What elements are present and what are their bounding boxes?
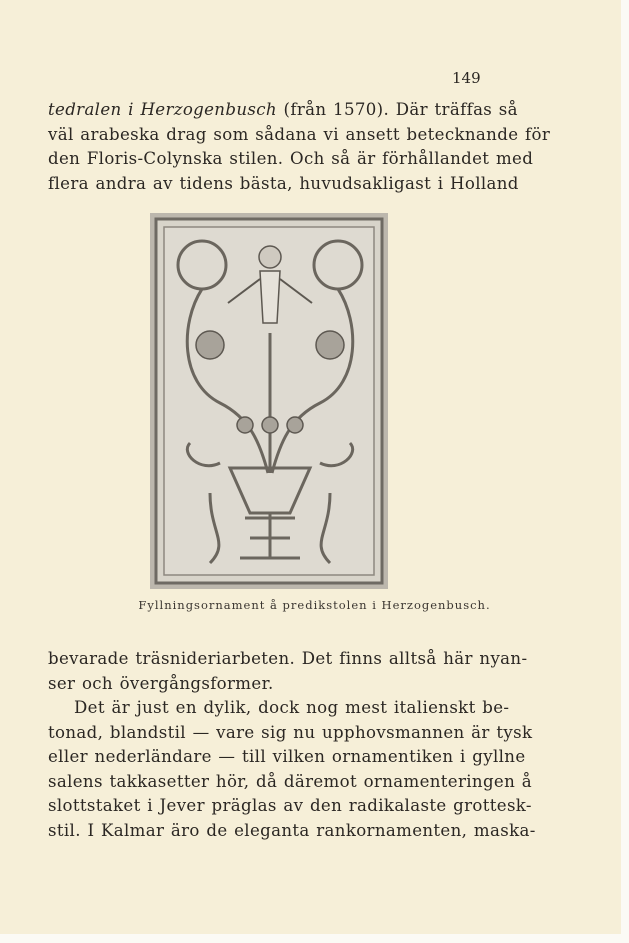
text-line: salens takkasetter hör, då däremot ornamenteringen å [48, 771, 532, 791]
text-line: ser och övergångsformer. [48, 673, 274, 693]
text-line: bevarade träsnideriarbeten. Det finns alltså här nyan- [48, 649, 528, 668]
text-line: väl arabeska drag som sådana vi ansett betecknande för [48, 124, 551, 144]
figure-caption: Fyllningsornament å predikstolen i Herzogenbusch. [138, 598, 491, 612]
text-line: tonad, blandstil — vare sig nu upphovsmannen är tysk [48, 722, 533, 742]
paragraph-top [48, 98, 551, 196]
page-number: 149 [452, 69, 481, 87]
text-line: slottstaket i Jever präglas av den radikalaste grottesk- [48, 796, 532, 815]
text-line: eller nederländare — till vilken ornamentiken i gyllne [48, 747, 526, 766]
text-line [48, 98, 518, 123]
italic-title: tedralen i Herzogenbusch [48, 100, 277, 119]
paragraph-bottom [48, 647, 536, 843]
text-line: Det är just en dylik, dock nog mest italienskt be- [74, 698, 510, 717]
text-line: flera andra av tidens bästa, huvudsakligast i Holland [48, 173, 519, 193]
text-span: (från 1570). Där träffas så [276, 100, 518, 119]
ornament-figure [150, 213, 390, 591]
text-line: stil. I Kalmar äro de eleganta rankornamenten, maska- [48, 820, 536, 840]
text-line: den Floris-Colynska stilen. Och så är förhållandet med [48, 149, 534, 168]
